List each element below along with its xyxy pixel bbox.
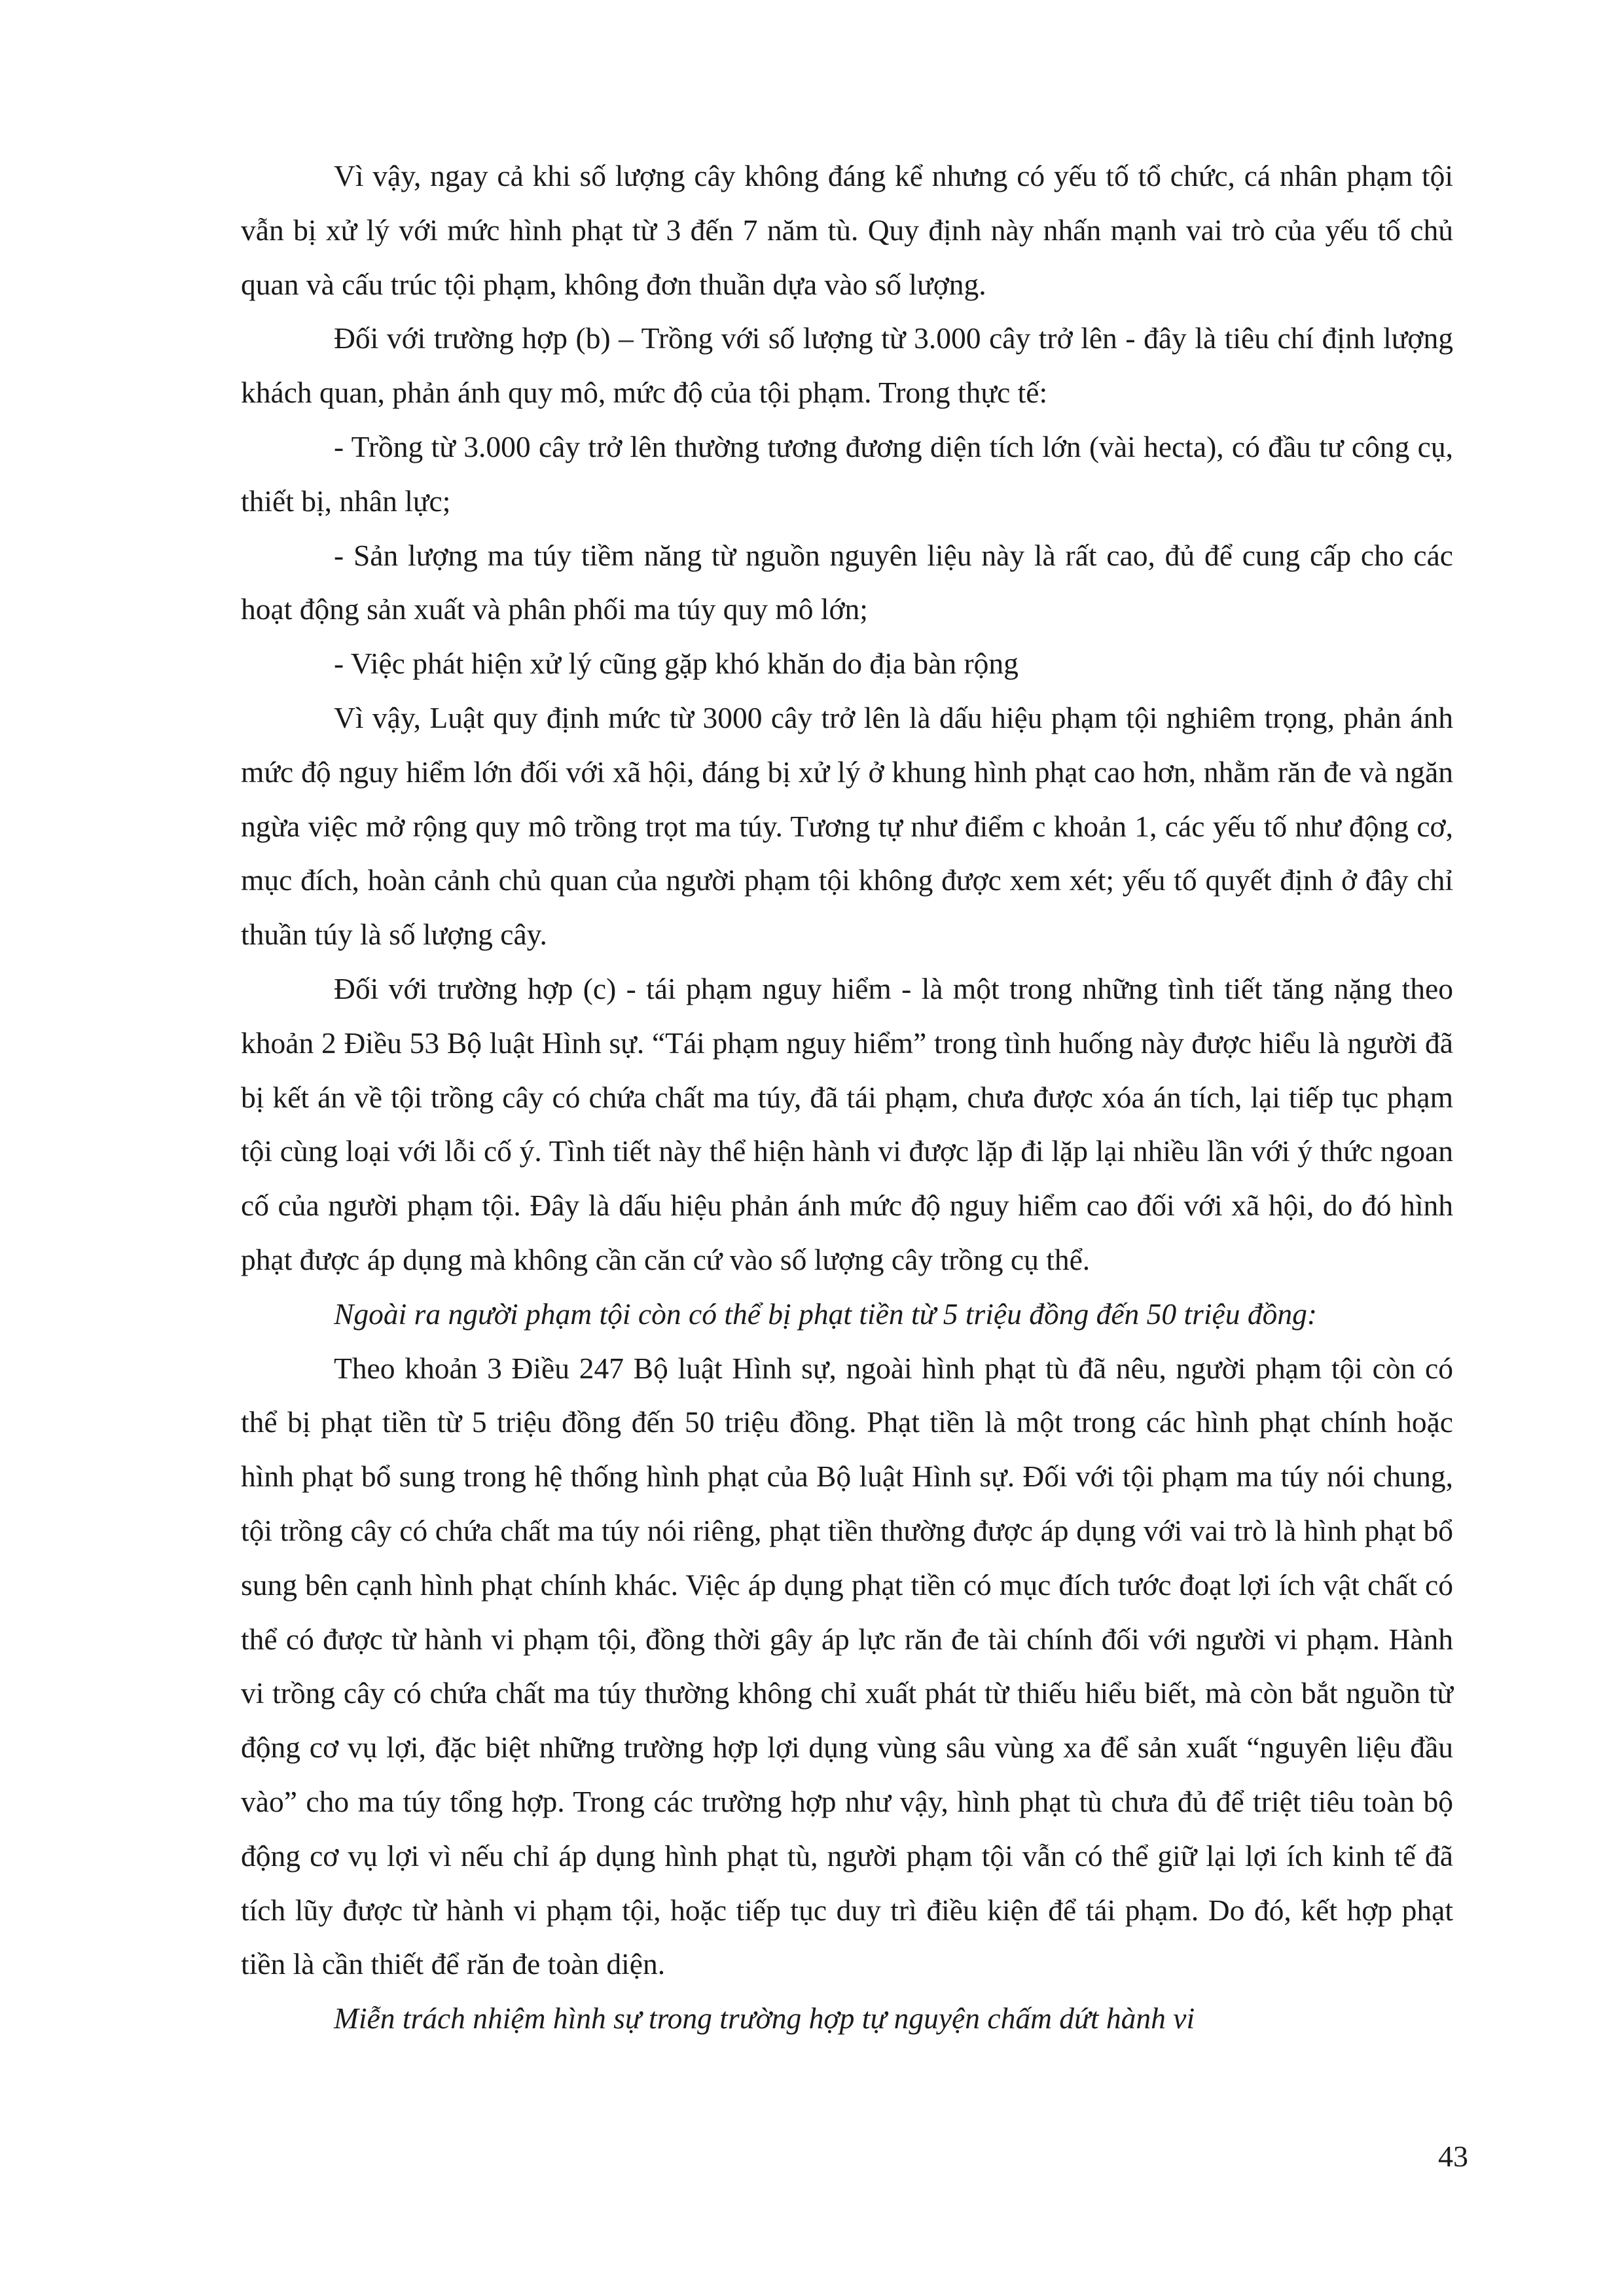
italic-subheading: Ngoài ra người phạm tội còn có thể bị phạt tiền từ 5 triệu đồng đến 50 triệu đồng: bbox=[334, 1297, 1317, 1331]
page-number: 43 bbox=[1438, 2140, 1468, 2173]
body-text bbox=[241, 149, 1453, 2046]
paragraph: Vì vậy, Luật quy định mức từ 3000 cây trở lên là dấu hiệu phạm tội nghiêm trọng, phản ánh mức độ nguy hiểm lớn đối với xã hội, đáng bị xử lý ở khung hình phạt cao hơn, nhằm răn đe và ngăn ngừa việc mở rộng quy mô trồng trọt ma túy. Tương tự như điểm c khoản 1, các yếu tố như động cơ, mục đích, hoàn cảnh chủ quan của người phạm tội không được xem xét; yếu tố quyết định ở đây chỉ thuần túy là số lượng cây. bbox=[241, 700, 1453, 952]
italic-subheading: Miễn trách nhiệm hình sự trong trường hợp tự nguyện chấm dứt hành vi bbox=[334, 2001, 1195, 2036]
list-item: - Việc phát hiện xử lý cũng gặp khó khăn do địa bàn rộng bbox=[334, 647, 1019, 681]
paragraph: Đối với trường hợp (b) – Trồng với số lượng từ 3.000 cây trở lên - đây là tiêu chí định lượng khách quan, phản ánh quy mô, mức độ của tội phạm. Trong thực tế: bbox=[241, 321, 1453, 410]
paragraph: Theo khoản 3 Điều 247 Bộ luật Hình sự, ngoài hình phạt tù đã nêu, người phạm tội còn có thể bị phạt tiền từ 5 triệu đồng đến 50 triệu đồng. Phạt tiền là một trong các hình phạt chính hoặc hình phạt bổ sung trong hệ thống hình phạt của Bộ luật Hình sự. Đối với tội phạm ma túy nói chung, tội trồng cây có chứa chất ma túy nói riêng, phạt tiền thường được áp dụng với vai trò là hình phạt bổ sung bên cạnh hình phạt chính khác. Việc áp dụng phạt tiền có mục đích tước đoạt lợi ích vật chất có thể có được từ hành vi phạm tội, đồng thời gây áp lực răn đe tài chính đối với người vi phạm. Hành vi trồng cây có chứa chất ma túy thường không chỉ xuất phát từ thiếu hiểu biết, mà còn bắt nguồn từ động cơ vụ lợi, đặc biệt những trường hợp lợi dụng vùng sâu vùng xa để sản xuất “nguyên liệu đầu vào” cho ma túy tổng hợp. Trong các trường hợp như vậy, hình phạt tù chưa đủ để triệt tiêu toàn bộ động cơ vụ lợi vì nếu chỉ áp dụng hình phạt tù, người phạm tội vẫn có thể giữ lại lợi ích kinh tế đã tích lũy được từ hành vi phạm tội, hoặc tiếp tục duy trì điều kiện để tái phạm. Do đó, kết hợp phạt tiền là cần thiết để răn đe toàn diện. bbox=[241, 1351, 1453, 1981]
list-item: - Sản lượng ma túy tiềm năng từ nguồn nguyên liệu này là rất cao, đủ để cung cấp cho các hoạt động sản xuất và phân phối ma túy quy mô lớn; bbox=[241, 538, 1453, 626]
paragraph: Vì vậy, ngay cả khi số lượng cây không đáng kể nhưng có yếu tố tổ chức, cá nhân phạm tội vẫn bị xử lý với mức hình phạt từ 3 đến 7 năm tù. Quy định này nhấn mạnh vai trò của yếu tố chủ quan và cấu trúc tội phạm, không đơn thuần dựa vào số lượng. bbox=[241, 159, 1453, 301]
list-item: - Trồng từ 3.000 cây trở lên thường tương đương diện tích lớn (vài hecta), có đầu tư công cụ, thiết bị, nhân lực; bbox=[241, 429, 1453, 518]
paragraph: Đối với trường hợp (c) - tái phạm nguy hiểm - là một trong những tình tiết tăng nặng theo khoản 2 Điều 53 Bộ luật Hình sự. “Tái phạm nguy hiểm” trong tình huống này được hiểu là người đã bị kết án về tội trồng cây có chứa chất ma túy, đã tái phạm, chưa được xóa án tích, lại tiếp tục phạm tội cùng loại với lỗi cố ý. Tình tiết này thể hiện hành vi được lặp đi lặp lại nhiều lần với ý thức ngoan cố của người phạm tội. Đây là dấu hiệu phản ánh mức độ nguy hiểm cao đối với xã hội, do đó hình phạt được áp dụng mà không cần căn cứ vào số lượng cây trồng cụ thể. bbox=[241, 971, 1453, 1276]
